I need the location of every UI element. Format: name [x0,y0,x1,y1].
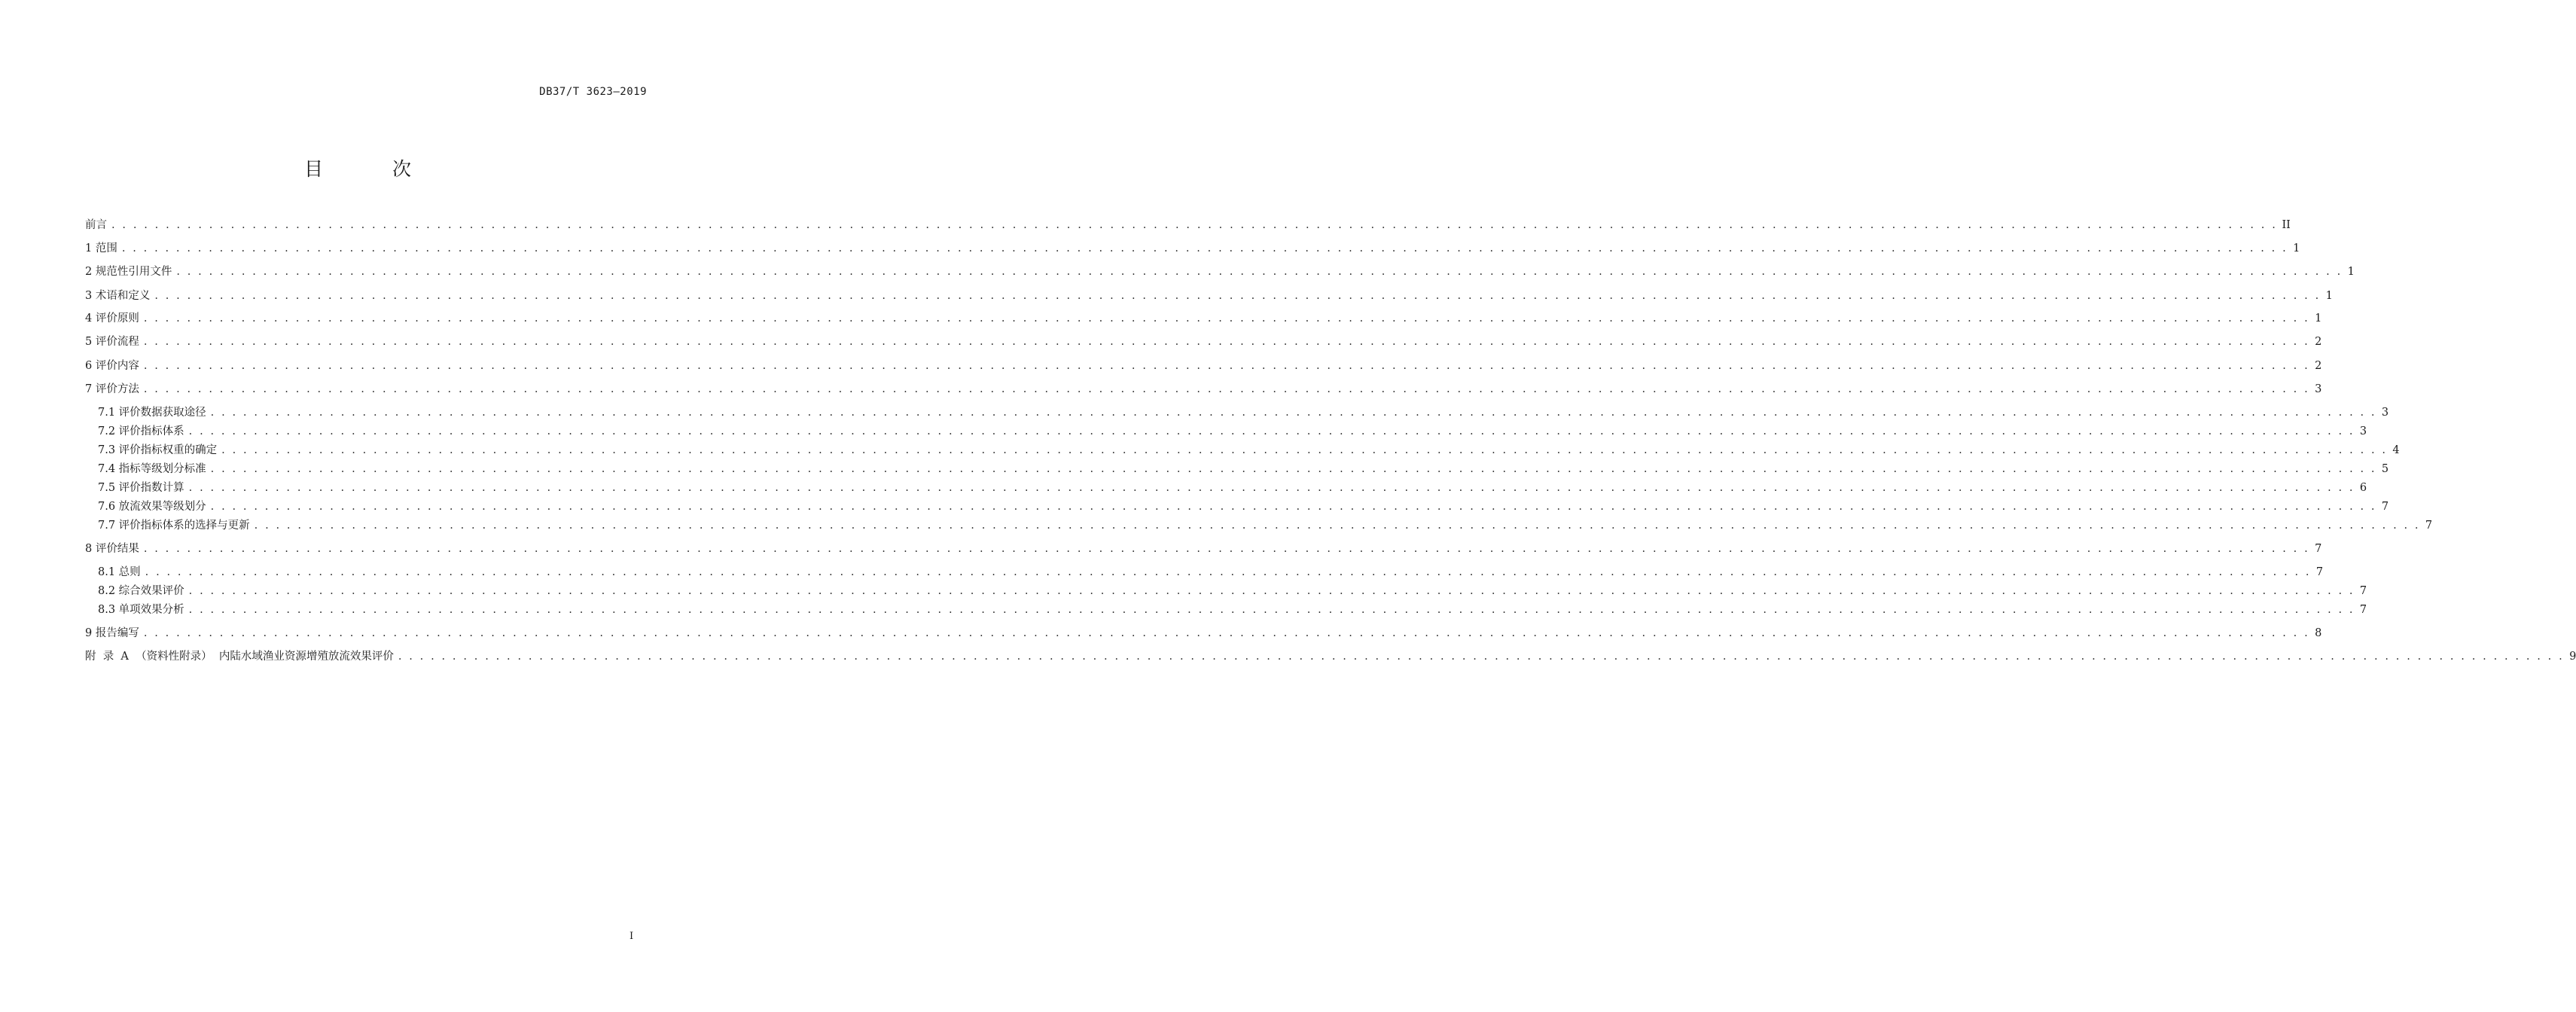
toc-entry[interactable] [85,380,2322,397]
toc-entry-label: 附 录 A （资料性附录） 内陆水域渔业资源增殖放流效果评价 [85,651,394,663]
dot-leader: . . . . . . . . . . . . . . . . . . . . . . . . . . . . . . . . . . . . . . . . . . . . . . . . . . . . . . . . . . . . . . . . . . . . . . . . . . . . . . . . . . . . . . . . . . . . . . . . . . . . . . . . . . . . . . . . . . . . . . . . . . . . . . . . . . . . . . . . . . . . . . . . . . . . . . . . . . . . . . . . . . . . . . . . . . . . . . . . . . . . . . . . . . . . . . . . . . . . . . . . [143,360,2310,372]
toc-entry[interactable] [85,333,2322,349]
toc-entry-label: 7.1 评价数据获取途径 [98,407,206,419]
toc-entry-label: 7.6 放流效果等级划分 [98,501,206,513]
dot-leader: . . . . . . . . . . . . . . . . . . . . . . . . . . . . . . . . . . . . . . . . . . . . . . . . . . . . . . . . . . . . . . . . . . . . . . . . . . . . . . . . . . . . . . . . . . . . . . . . . . . . . . . . . . . . . . . . . . . . . . . . . . . . . . . . . . . . . . . . . . . . . . . . . . . . . . . . . . . . . . . . . . . . . . . . . . . . . . . . . . . . . . . . . . . . . . . . . . . . . . . . [143,383,2310,395]
toc-entry[interactable] [85,216,2291,233]
toc-entry-label: 7.4 指标等级划分标准 [98,463,206,475]
dot-leader: . . . . . . . . . . . . . . . . . . . . . . . . . . . . . . . . . . . . . . . . . . . . . . . . . . . . . . . . . . . . . . . . . . . . . . . . . . . . . . . . . . . . . . . . . . . . . . . . . . . . . . . . . . . . . . . . . . . . . . . . . . . . . . . . . . . . . . . . . . . . . . . . . . . . . . . . . . . . . . . . . . . . . . . . . . . . . . . . . . . . . . . . . . . . . . . . . . . . . . . . [210,463,2377,475]
toc-entry[interactable] [85,540,2322,556]
toc-entry-page: 4 [2392,444,2400,456]
toc-entry-page: 8 [2315,627,2322,639]
toc-entry-page: 5 [2381,463,2389,475]
toc-entry[interactable] [85,287,2333,303]
toc-entry-page: 2 [2315,360,2322,372]
toc-entry[interactable] [98,479,2367,495]
toc-entry[interactable] [98,460,2389,477]
toc-entry-label: 2 规范性引用文件 [85,266,172,278]
toc-entry-page: 6 [2359,482,2367,494]
dot-leader: . . . . . . . . . . . . . . . . . . . . . . . . . . . . . . . . . . . . . . . . . . . . . . . . . . . . . . . . . . . . . . . . . . . . . . . . . . . . . . . . . . . . . . . . . . . . . . . . . . . . . . . . . . . . . . . . . . . . . . . . . . . . . . . . . . . . . . . . . . . . . . . . . . . . . . . . . . . . . . . . . . . . . . . . . . . . . . . . . . . . . . . . . . . . . . . . . . . . . . . . [154,290,2321,302]
dot-leader: . . . . . . . . . . . . . . . . . . . . . . . . . . . . . . . . . . . . . . . . . . . . . . . . . . . . . . . . . . . . . . . . . . . . . . . . . . . . . . . . . . . . . . . . . . . . . . . . . . . . . . . . . . . . . . . . . . . . . . . . . . . . . . . . . . . . . . . . . . . . . . . . . . . . . . . . . . . . . . . . . . . . . . . . . . . . . . . . . . . . . . . . . . . . . . . . . . . . . . . . [145,566,2312,578]
toc-entry-page: 3 [2381,407,2389,419]
toc-entry-label: 5 评价流程 [85,336,139,348]
toc-entry-label: 6 评价内容 [85,360,139,372]
toc-entry-label: 9 报告编写 [85,627,139,639]
toc-entry[interactable] [98,404,2389,420]
toc-entry-label: 1 范围 [85,242,117,255]
toc-entry-page: 9 [2569,651,2576,663]
toc-entry[interactable] [98,582,2367,599]
document-code: DB37/T 3623—2019 [539,86,647,98]
toc-entry[interactable] [85,239,2300,256]
toc-entry-label: 7.3 评价指标权重的确定 [98,444,218,456]
page-number: I [630,931,634,942]
dot-leader: . . . . . . . . . . . . . . . . . . . . . . . . . . . . . . . . . . . . . . . . . . . . . . . . . . . . . . . . . . . . . . . . . . . . . . . . . . . . . . . . . . . . . . . . . . . . . . . . . . . . . . . . . . . . . . . . . . . . . . . . . . . . . . . . . . . . . . . . . . . . . . . . . . . . . . . . . . . . . . . . . . . . . . . . . . . . . . . . . . . . . . . . . . . . . . . . . . . . . . . . [143,627,2310,639]
toc-entry-label: 8.3 单项效果分析 [98,604,184,616]
toc-entry[interactable] [98,422,2367,439]
toc-entry[interactable] [98,441,2400,458]
toc-entry-page: 3 [2315,383,2322,395]
toc-entry-page: 1 [2315,312,2322,325]
toc-entry-label: 8.2 综合效果评价 [98,585,184,597]
page-title: 目 次 [304,158,443,180]
dot-leader: . . . . . . . . . . . . . . . . . . . . . . . . . . . . . . . . . . . . . . . . . . . . . . . . . . . . . . . . . . . . . . . . . . . . . . . . . . . . . . . . . . . . . . . . . . . . . . . . . . . . . . . . . . . . . . . . . . . . . . . . . . . . . . . . . . . . . . . . . . . . . . . . . . . . . . . . . . . . . . . . . . . . . . . . . . . . . . . . . . . . . . . . . . . . . . . . . . . . . . . . [188,604,2355,616]
toc-entry-page: 1 [2347,266,2355,278]
toc-entry-page: 7 [2359,604,2367,616]
toc-entry-label: 8.1 总则 [98,566,141,578]
toc-entry-label: 8 评价结果 [85,543,139,555]
dot-leader: . . . . . . . . . . . . . . . . . . . . . . . . . . . . . . . . . . . . . . . . . . . . . . . . . . . . . . . . . . . . . . . . . . . . . . . . . . . . . . . . . . . . . . . . . . . . . . . . . . . . . . . . . . . . . . . . . . . . . . . . . . . . . . . . . . . . . . . . . . . . . . . . . . . . . . . . . . . . . . . . . . . . . . . . . . . . . . . . . . . . . . . . . . . . . . . . . . . . . . . . [221,444,2388,456]
toc-entry[interactable] [85,309,2322,326]
toc-entry[interactable] [98,601,2367,617]
toc-entry[interactable] [85,624,2322,641]
toc-entry[interactable] [98,563,2324,580]
toc-entry[interactable] [85,648,2576,664]
toc-entry-page: II [2282,219,2291,231]
dot-leader: . . . . . . . . . . . . . . . . . . . . . . . . . . . . . . . . . . . . . . . . . . . . . . . . . . . . . . . . . . . . . . . . . . . . . . . . . . . . . . . . . . . . . . . . . . . . . . . . . . . . . . . . . . . . . . . . . . . . . . . . . . . . . . . . . . . . . . . . . . . . . . . . . . . . . . . . . . . . . . . . . . . . . . . . . . . . . . . . . . . . . . . . . . . . . . . . . . . . . . . . [111,219,2278,231]
dot-leader: . . . . . . . . . . . . . . . . . . . . . . . . . . . . . . . . . . . . . . . . . . . . . . . . . . . . . . . . . . . . . . . . . . . . . . . . . . . . . . . . . . . . . . . . . . . . . . . . . . . . . . . . . . . . . . . . . . . . . . . . . . . . . . . . . . . . . . . . . . . . . . . . . . . . . . . . . . . . . . . . . . . . . . . . . . . . . . . . . . . . . . . . . . . . . . . . . . . . . . . . [398,651,2565,663]
toc-entry-page: 3 [2359,425,2367,437]
toc-entry-label: 7.2 评价指标体系 [98,425,184,437]
toc-entry-page: 1 [2325,290,2333,302]
toc-entry[interactable] [98,498,2389,514]
dot-leader: . . . . . . . . . . . . . . . . . . . . . . . . . . . . . . . . . . . . . . . . . . . . . . . . . . . . . . . . . . . . . . . . . . . . . . . . . . . . . . . . . . . . . . . . . . . . . . . . . . . . . . . . . . . . . . . . . . . . . . . . . . . . . . . . . . . . . . . . . . . . . . . . . . . . . . . . . . . . . . . . . . . . . . . . . . . . . . . . . . . . . . . . . . . . . . . . . . . . . . . . [188,482,2355,494]
dot-leader: . . . . . . . . . . . . . . . . . . . . . . . . . . . . . . . . . . . . . . . . . . . . . . . . . . . . . . . . . . . . . . . . . . . . . . . . . . . . . . . . . . . . . . . . . . . . . . . . . . . . . . . . . . . . . . . . . . . . . . . . . . . . . . . . . . . . . . . . . . . . . . . . . . . . . . . . . . . . . . . . . . . . . . . . . . . . . . . . . . . . . . . . . . . . . . . . . . . . . . . . [176,266,2343,278]
toc-entry-page: 1 [2293,242,2300,255]
dot-leader: . . . . . . . . . . . . . . . . . . . . . . . . . . . . . . . . . . . . . . . . . . . . . . . . . . . . . . . . . . . . . . . . . . . . . . . . . . . . . . . . . . . . . . . . . . . . . . . . . . . . . . . . . . . . . . . . . . . . . . . . . . . . . . . . . . . . . . . . . . . . . . . . . . . . . . . . . . . . . . . . . . . . . . . . . . . . . . . . . . . . . . . . . . . . . . . . . . . . . . . . [210,501,2377,513]
toc-entry-label: 7 评价方法 [85,383,139,395]
toc-entry-page: 2 [2315,336,2322,348]
toc-entry-label: 3 术语和定义 [85,290,151,302]
toc-entry-page: 7 [2425,520,2433,532]
toc-entry-page: 7 [2359,585,2367,597]
toc-entry[interactable] [85,357,2322,373]
dot-leader: . . . . . . . . . . . . . . . . . . . . . . . . . . . . . . . . . . . . . . . . . . . . . . . . . . . . . . . . . . . . . . . . . . . . . . . . . . . . . . . . . . . . . . . . . . . . . . . . . . . . . . . . . . . . . . . . . . . . . . . . . . . . . . . . . . . . . . . . . . . . . . . . . . . . . . . . . . . . . . . . . . . . . . . . . . . . . . . . . . . . . . . . . . . . . . . . . . . . . . . . [121,242,2288,255]
dot-leader: . . . . . . . . . . . . . . . . . . . . . . . . . . . . . . . . . . . . . . . . . . . . . . . . . . . . . . . . . . . . . . . . . . . . . . . . . . . . . . . . . . . . . . . . . . . . . . . . . . . . . . . . . . . . . . . . . . . . . . . . . . . . . . . . . . . . . . . . . . . . . . . . . . . . . . . . . . . . . . . . . . . . . . . . . . . . . . . . . . . . . . . . . . . . . . . . . . . . . . . . [143,336,2310,348]
dot-leader: . . . . . . . . . . . . . . . . . . . . . . . . . . . . . . . . . . . . . . . . . . . . . . . . . . . . . . . . . . . . . . . . . . . . . . . . . . . . . . . . . . . . . . . . . . . . . . . . . . . . . . . . . . . . . . . . . . . . . . . . . . . . . . . . . . . . . . . . . . . . . . . . . . . . . . . . . . . . . . . . . . . . . . . . . . . . . . . . . . . . . . . . . . . . . . . . . . . . . . . . [143,543,2310,555]
dot-leader: . . . . . . . . . . . . . . . . . . . . . . . . . . . . . . . . . . . . . . . . . . . . . . . . . . . . . . . . . . . . . . . . . . . . . . . . . . . . . . . . . . . . . . . . . . . . . . . . . . . . . . . . . . . . . . . . . . . . . . . . . . . . . . . . . . . . . . . . . . . . . . . . . . . . . . . . . . . . . . . . . . . . . . . . . . . . . . . . . . . . . . . . . . . . . . . . . . . . . . . . [254,520,2421,532]
toc-entry-label: 前言 [85,219,107,231]
dot-leader: . . . . . . . . . . . . . . . . . . . . . . . . . . . . . . . . . . . . . . . . . . . . . . . . . . . . . . . . . . . . . . . . . . . . . . . . . . . . . . . . . . . . . . . . . . . . . . . . . . . . . . . . . . . . . . . . . . . . . . . . . . . . . . . . . . . . . . . . . . . . . . . . . . . . . . . . . . . . . . . . . . . . . . . . . . . . . . . . . . . . . . . . . . . . . . . . . . . . . . . . [143,312,2310,325]
toc-entry[interactable] [98,517,2433,533]
dot-leader: . . . . . . . . . . . . . . . . . . . . . . . . . . . . . . . . . . . . . . . . . . . . . . . . . . . . . . . . . . . . . . . . . . . . . . . . . . . . . . . . . . . . . . . . . . . . . . . . . . . . . . . . . . . . . . . . . . . . . . . . . . . . . . . . . . . . . . . . . . . . . . . . . . . . . . . . . . . . . . . . . . . . . . . . . . . . . . . . . . . . . . . . . . . . . . . . . . . . . . . . [188,425,2355,437]
toc-entry[interactable] [85,263,2355,279]
toc-entry-label: 7.5 评价指数计算 [98,482,184,494]
toc-entry-page: 7 [2315,566,2324,578]
toc-entry-page: 7 [2315,543,2322,555]
dot-leader: . . . . . . . . . . . . . . . . . . . . . . . . . . . . . . . . . . . . . . . . . . . . . . . . . . . . . . . . . . . . . . . . . . . . . . . . . . . . . . . . . . . . . . . . . . . . . . . . . . . . . . . . . . . . . . . . . . . . . . . . . . . . . . . . . . . . . . . . . . . . . . . . . . . . . . . . . . . . . . . . . . . . . . . . . . . . . . . . . . . . . . . . . . . . . . . . . . . . . . . . [188,585,2355,597]
toc-entry-page: 7 [2381,501,2389,513]
toc-entry-label: 7.7 评价指标体系的选择与更新 [98,520,250,532]
dot-leader: . . . . . . . . . . . . . . . . . . . . . . . . . . . . . . . . . . . . . . . . . . . . . . . . . . . . . . . . . . . . . . . . . . . . . . . . . . . . . . . . . . . . . . . . . . . . . . . . . . . . . . . . . . . . . . . . . . . . . . . . . . . . . . . . . . . . . . . . . . . . . . . . . . . . . . . . . . . . . . . . . . . . . . . . . . . . . . . . . . . . . . . . . . . . . . . . . . . . . . . . [210,407,2377,419]
toc-entry-label: 4 评价原则 [85,312,139,325]
